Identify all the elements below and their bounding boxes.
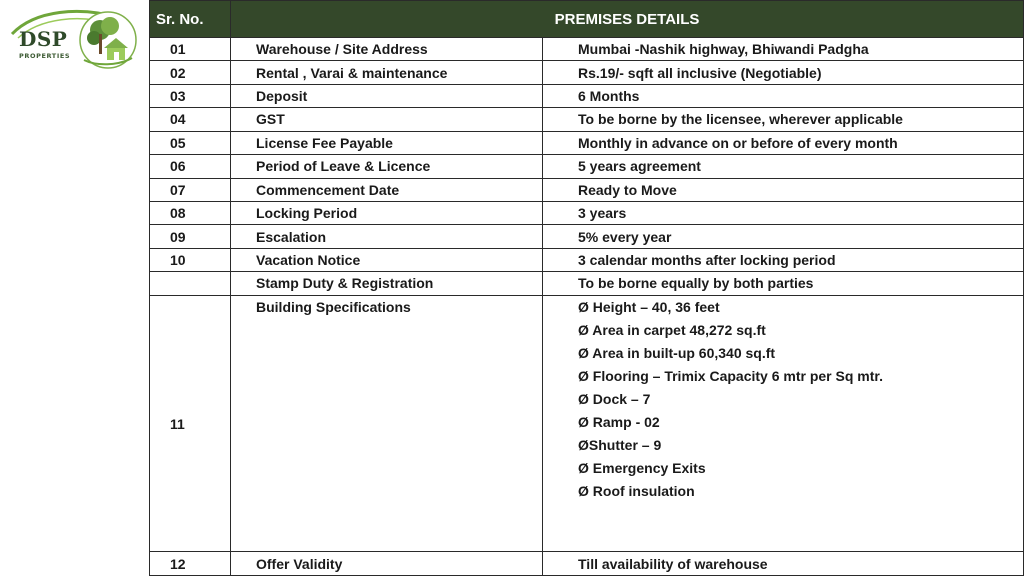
row-value: 3 years: [543, 201, 1024, 224]
row-label: Commencement Date: [231, 178, 543, 201]
table-row: [150, 178, 1024, 201]
row-number: [150, 272, 231, 295]
table-row: [150, 131, 1024, 154]
spec-item: Ø Dock – 7: [578, 390, 651, 407]
row-value: Ready to Move: [543, 178, 1024, 201]
table-row: [150, 225, 1024, 248]
row-value: 5% every year: [543, 225, 1024, 248]
spec-item: Ø Area in carpet 48,272 sq.ft: [578, 321, 766, 338]
row-label: Deposit: [231, 84, 543, 107]
spec-item: Ø Roof insulation: [578, 482, 695, 499]
table-row: [150, 84, 1024, 107]
row-number: 07: [150, 178, 231, 201]
row-value: To be borne equally by both parties: [543, 272, 1024, 295]
row-label: Stamp Duty & Registration: [231, 272, 543, 295]
row-value: 6 Months: [543, 84, 1024, 107]
row-label: Warehouse / Site Address: [231, 38, 543, 61]
header-title: PREMISES DETAILS: [231, 1, 1024, 38]
row-label: Vacation Notice: [231, 248, 543, 271]
row-label: GST: [231, 108, 543, 131]
table-row: [150, 552, 1024, 576]
logo-subtitle: PROPERTIES: [19, 52, 71, 60]
header-sr-no: Sr. No.: [150, 1, 231, 38]
table-row: [150, 201, 1024, 224]
row-value: To be borne by the licensee, wherever applicable: [543, 108, 1024, 131]
table-row: [150, 38, 1024, 61]
row-value: Till availability of warehouse: [543, 552, 1024, 576]
row-label: Building Specifications: [231, 295, 543, 552]
logo-name: DSP: [19, 27, 68, 51]
row-label: License Fee Payable: [231, 131, 543, 154]
spec-item: Ø Ramp - 02: [578, 413, 660, 430]
premises-table: [149, 0, 1024, 576]
row-number: 03: [150, 84, 231, 107]
spec-item: Ø Height – 40, 36 feet: [578, 298, 720, 315]
row-value: Monthly in advance on or before of every month: [543, 131, 1024, 154]
row-number: 05: [150, 131, 231, 154]
row-number: 08: [150, 201, 231, 224]
row-label: Period of Leave & Licence: [231, 155, 543, 178]
table-row: [150, 248, 1024, 271]
building-specs-list: [543, 295, 1024, 552]
spec-item: ØShutter – 9: [578, 436, 662, 453]
table-row: [150, 61, 1024, 84]
dsp-logo: [0, 0, 140, 74]
table-row: [150, 108, 1024, 131]
row-label: Escalation: [231, 225, 543, 248]
spec-item: Ø Flooring – Trimix Capacity 6 mtr per Sq mtr.: [578, 367, 883, 384]
row-label: Locking Period: [231, 201, 543, 224]
row-label: Rental , Varai & maintenance: [231, 61, 543, 84]
row-number: 09: [150, 225, 231, 248]
row-number: 02: [150, 61, 231, 84]
spec-item: Ø Emergency Exits: [578, 459, 706, 476]
row-number: 10: [150, 248, 231, 271]
table-row: [150, 272, 1024, 295]
row-number: 01: [150, 38, 231, 61]
table-row: [150, 155, 1024, 178]
row-value: 5 years agreement: [543, 155, 1024, 178]
row-number: 12: [150, 552, 231, 576]
row-label: Offer Validity: [231, 552, 543, 576]
table-header-row: [150, 1, 1024, 38]
row-value: Mumbai -Nashik highway, Bhiwandi Padgha: [543, 38, 1024, 61]
building-specs-row: [150, 295, 1024, 552]
row-number: 04: [150, 108, 231, 131]
row-value: 3 calendar months after locking period: [543, 248, 1024, 271]
row-value: Rs.19/- sqft all inclusive (Negotiable): [543, 61, 1024, 84]
row-number: 11: [150, 295, 231, 552]
spec-item: Ø Area in built-up 60,340 sq.ft: [578, 344, 776, 361]
row-number: 06: [150, 155, 231, 178]
